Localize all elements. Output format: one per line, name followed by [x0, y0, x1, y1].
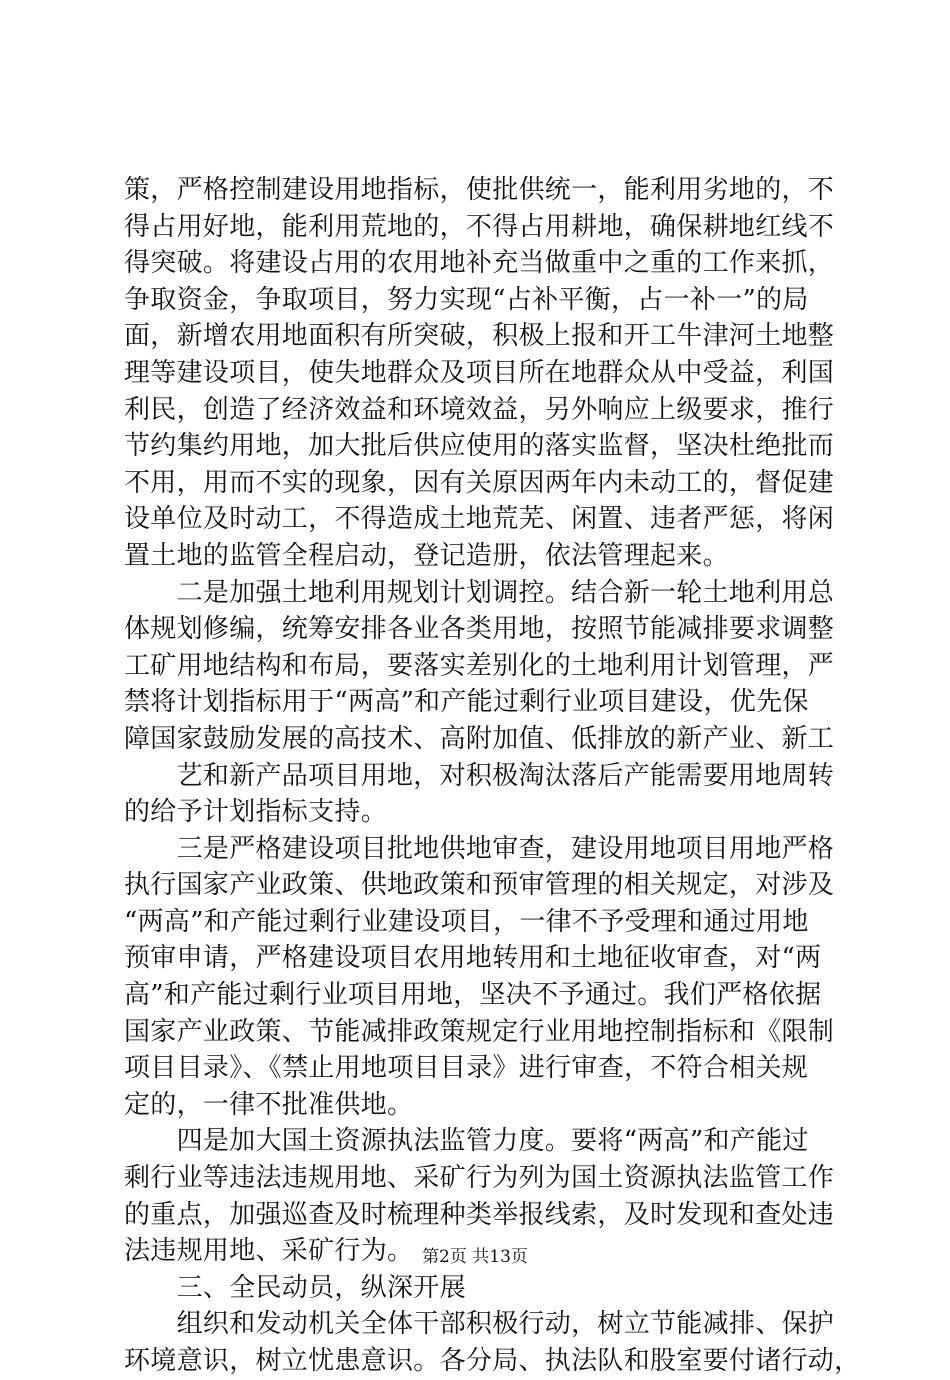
text-line: 二是加强土地利用规划计划调控。结合新一轮土地利用总	[124, 577, 835, 608]
text-line: 的给予计划指标支持。	[124, 797, 388, 828]
document-body	[124, 172, 861, 1380]
text-line: 策，严格控制建设用地指标，使批供统一，能利用劣地的，不	[124, 175, 835, 205]
text-line: 国家产业政策、节能减排政策规定行业用地控制指标和《限制	[124, 1016, 835, 1047]
page-number-footer: 第2页 共13页	[422, 1247, 528, 1267]
text-line: 面，新增农用地面积有所突破，积极上报和开工牛津河土地整	[124, 321, 835, 352]
text-line: 预审申请，严格建设项目农用地转用和土地征收审查，对“两	[124, 943, 822, 974]
text-line: 得占用好地，能利用荒地的，不得占用耕地，确保耕地红线不	[124, 211, 835, 242]
text-line: 环境意识，树立忧患意识。各分局、执法队和股室要付诸行动，	[124, 1346, 861, 1376]
text-line: 三是严格建设项目批地供地审查，建设用地项目用地严格	[124, 833, 835, 864]
text-line: 设单位及时动工，不得造成土地荒芜、闲置、违者严惩，将闲	[124, 504, 835, 535]
text-line: 法违规用地、采矿行为。	[124, 1236, 414, 1267]
text-line: 四是加大国土资源执法监管力度。要将“两高”和产能过	[124, 1126, 809, 1157]
text-line: 体规划修编，统筹安排各业各类用地，按照节能减排要求调整	[124, 614, 835, 645]
text-line: 剩行业等违法违规用地、采矿行为列为国土资源执法监管工作	[124, 1163, 835, 1194]
text-line: 障国家鼓励发展的高技术、高附加值、低排放的新产业、新工	[124, 723, 835, 754]
text-line: 置土地的监管全程启动，登记造册，依法管理起来。	[124, 540, 729, 571]
text-line: 工矿用地结构和布局，要落实差别化的土地利用计划管理，严	[124, 650, 835, 681]
text-line: 组织和发动机关全体干部积极行动，树立节能减排、保护	[124, 1309, 835, 1340]
text-line: “两高”和产能过剩行业建设项目，一律不予受理和通过用地	[124, 906, 809, 937]
text-line: 项目目录》、《禁止用地项目目录》进行审查，不符合相关规	[124, 1053, 809, 1084]
text-line: 理等建设项目，使失地群众及项目所在地群众从中受益，利国	[124, 357, 835, 388]
text-line: 节约集约用地，加大批后供应使用的落实监督，坚决杜绝批而	[124, 431, 835, 462]
text-line: 的重点，加强巡查及时梳理种类举报线索，及时发现和查处违	[124, 1199, 835, 1230]
text-line: 高”和产能过剩行业项目用地，坚决不予通过。我们严格依据	[124, 980, 822, 1011]
section-heading: 三、全民动员，纵深开展	[124, 1272, 466, 1303]
text-line: 禁将计划指标用于“两高”和产能过剩行业项目建设，优先保	[124, 687, 809, 718]
text-line: 得突破。将建设占用的农用地补充当做重中之重的工作来抓，	[124, 248, 835, 279]
text-line: 执行国家产业政策、供地政策和预审管理的相关规定，对涉及	[124, 870, 835, 901]
text-line: 艺和新产品项目用地，对积极淘汰落后产能需要用地周转	[124, 760, 835, 791]
text-line: 不用，用而不实的现象，因有关原因两年内未动工的，督促建	[124, 467, 835, 498]
text-line: 定的，一律不批准供地。	[124, 1089, 414, 1120]
text-line: 利民，创造了经济效益和环境效益，另外响应上级要求，推行	[124, 394, 835, 425]
text-line: 争取资金，争取项目，努力实现“占补平衡，占一补一”的局	[124, 284, 809, 315]
